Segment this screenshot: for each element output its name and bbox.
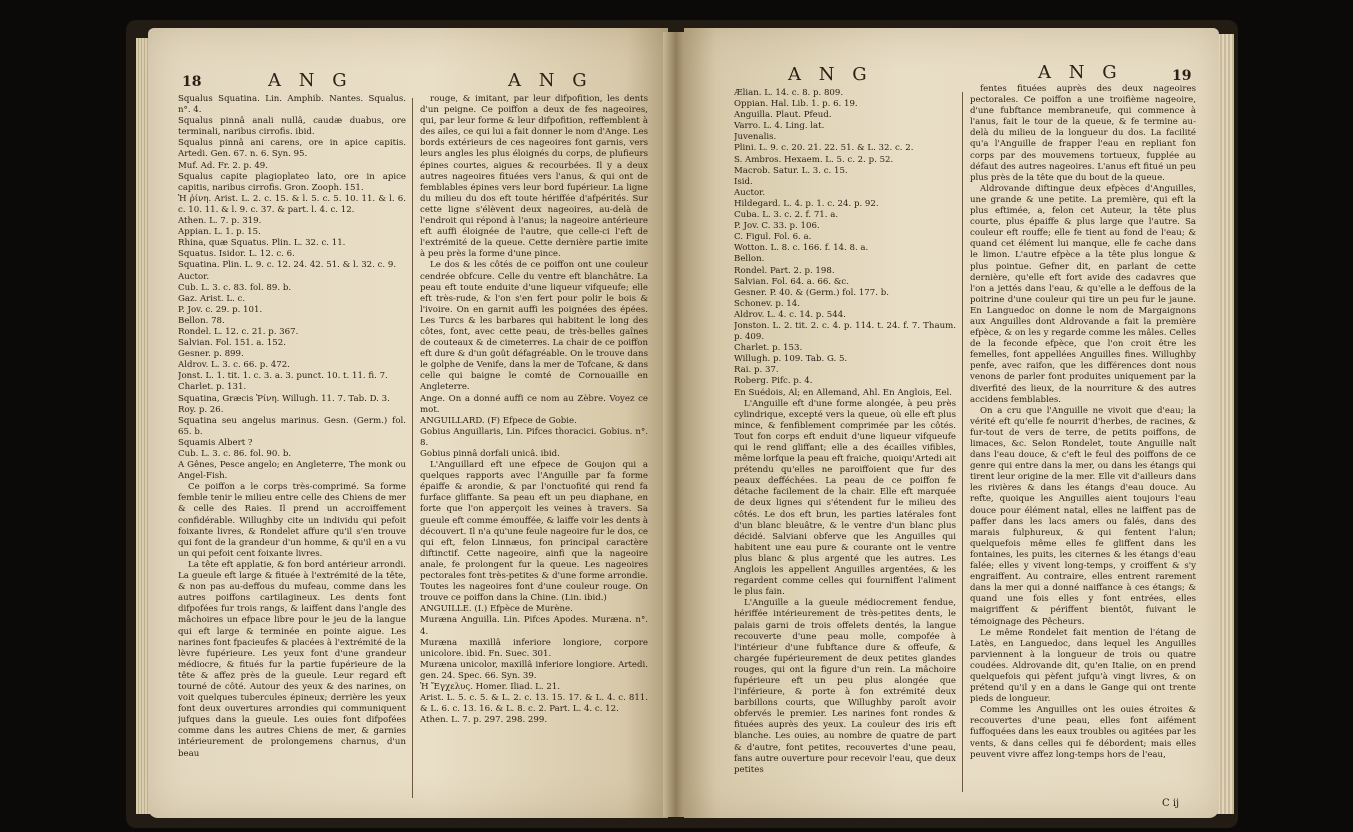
text-paragraph: Squatus. Isidor. L. 12. c. 6.: [178, 249, 295, 260]
text-paragraph: Ce poiffon a le corps très-comprimé. Sa forme femble tenir le milieu entre celle des Chiens de mer & celle des Raies. Il prend un accroiffement confidérable. Willughby cite un individu qui pefoit foixante livres, & Rondelet affure qu'il s'en trouve qui font de la grandeur d'un homme, & qu'il en a vu un qui pefoit cent foixante livres.: [178, 482, 406, 559]
text-paragraph: Muræna unicolor, maxillâ inferiore longiore. Artedi. gen. 24. Spec. 66. Syn. 39.: [420, 659, 648, 681]
text-paragraph: Comme les Anguilles ont les ouies étroites & recouvertes d'une peau, elles font aifément fuffoquées dans les eaux troubles ou agitées par les vents, & dans celles qui fe débordent; mais elles peuvent vivre affez long-temps hors de l'eau,: [970, 705, 1196, 760]
text-paragraph: Schonev. p. 14.: [734, 298, 800, 309]
text-paragraph: Salvian. Fol. 64. a. 66. &c.: [734, 276, 849, 287]
text-paragraph: Charlet. p. 153.: [734, 343, 803, 354]
text-paragraph: Auctor.: [178, 271, 210, 282]
text-paragraph: Jonston. L. 2. tit. 2. c. 4. p. 114. t. 24. f. 7. Thaum. p. 409.: [734, 320, 956, 343]
text-paragraph: Rondel. Part. 2. p. 198.: [734, 265, 835, 276]
text-paragraph: Isid.: [734, 176, 753, 187]
text-paragraph: Cub. L. 3. c. 83. fol. 89. b.: [178, 282, 292, 293]
text-paragraph: L'Anguille a la gueule médiocrement fendue, hériffée intérieurement de très-petites dents, le palais garni de trois offelets dentés, la langue recouverte d'une peau molle, compofée à l'intérieur d'une fubftance dure & offeufe, & chargée fupérieurement de deux petites glandes rouges, qui ont la figure d'un rein. La mâchoire fupérieure eft un peu plus alongée que l'inférieure, & porte à fon extrémité deux barbillons courts, que Willughby paroît avoir obfervés le premier. Les narines font rondes & fituées auprès des yeux. La couleur des iris eft blanche. Les ouies, au nombre de quatre de part & d'autre, font petites, recouvertes d'une peau, fans autre ouverture pour recevoir l'eau, que deux petites: [734, 598, 956, 775]
text-paragraph: Gobius pinnâ dorfali unicâ. ibid.: [420, 449, 560, 459]
text-paragraph: Aldrovande diftingue deux efpèces d'Anguilles, une grande & une petite. La première, qui eft la plus eftimée, a, felon cet Auteur, la tête plus courte, plus épaiffe & plus large que l'autre. Sa couleur eft rouffe; elle fe tient au fond de l'eau; & quand cet élément lui manque, elle fe cache dans le limon. L'autre efpèce a la tête plus longue & plus pointue. Gefner dit, en parlant de cette dernière, qu'elle eft fort avide des cadavres que l'on a jettés dans l'eau, & qu'elle a le deffous de la poitrine d'une couleur qui tire un peu fur le jaune. En Languedoc on donne le nom de Margaignons aux Anguilles dont Aldrovande a fait la première efpèce, & on les y regarde comme les mâles. Celles de la feconde efpèce, que l'on croit être les femelles, font appellées Anguilles fines. Willughby penfe, avec raifon, que les différences dont nous venons de parler font produites uniquement par la diverfité des lieux, de la nourriture & des autres accidens femblables.: [970, 183, 1196, 405]
text-paragraph: Rondel. L. 12. c. 21. p. 367.: [178, 326, 299, 337]
text-paragraph: Squamis Albert ?: [178, 437, 253, 448]
text-paragraph: Squatina seu angelus marinus. Gesn. (Germ.) fol. 65. b.: [178, 415, 406, 437]
column-divider: [962, 92, 963, 792]
text-paragraph: Auctor.: [734, 187, 766, 198]
text-paragraph: Squalus Squatina. Lin. Amphib. Nantes. Squalus. n°. 4.: [178, 94, 406, 116]
text-column-1: [178, 94, 406, 806]
text-paragraph: Squatina, Græcis Ῥίνη. Willugh. 11. 7. Tab. D. 3.: [178, 393, 390, 404]
right-page: [684, 28, 1219, 818]
text-paragraph: Macrob. Satur. L. 3. c. 15.: [734, 165, 848, 176]
left-page: [148, 28, 668, 818]
text-paragraph: A Gênes, Pesce angelo; en Angleterre, The monk ou Angel-Fish.: [178, 460, 406, 482]
text-paragraph: Hildegard. L. 4. p. 1. c. 24. p. 92.: [734, 198, 879, 209]
text-paragraph: C. Figul. Fol. 6. a.: [734, 232, 812, 243]
text-paragraph: S. Ambros. Hexaem. L. 5. c. 2. p. 52.: [734, 154, 894, 165]
text-paragraph: Gaz. Arist. L. c.: [178, 293, 246, 304]
text-paragraph: Bellon.: [734, 254, 765, 265]
text-paragraph: Charlet. p. 131.: [178, 382, 247, 393]
text-paragraph: Squalus pinnâ ani carens, ore in apice capitis. Artedi. Gen. 67. n. 6. Syn. 95.: [178, 138, 406, 160]
running-head: A N G: [508, 70, 593, 91]
text-paragraph: Varro. L. 4. Ling. lat.: [734, 121, 825, 132]
text-paragraph: Gobius Anguillaris, Lin. Pifces thoracici. Gobius. n°. 8.: [420, 426, 648, 448]
text-paragraph: La tête eft applatie, & fon bord antérieur arrondi. La gueule eft large & fituée à l'extrémité de la tête, & non pas au-deffous du mufeau, comme dans les autres poiffons cartilagineux. Les dents font difpofées fur trois rangs, & laiffent dans l'angle des mâchoires un efpace libre pour le jeu de la langue qui eft large & terminée en pointe aigue. Les narines font fpacieufes & placées à l'extrémité de la lèvre fupérieure. Les yeux font d'une grandeur médiocre, & fitués fur la partie fupérieure de la tête & affez près de la gueule. Leur regard eft tourné de côté. Autour des yeux & des narines, on voit quelques tubercules épineux; derrière les yeux font deux ouvertures arrondies qui communiquent jufques dans la gueule. Les ouies font difpofées comme dans les autres Chiens de mer, & garnies intérieurement de prolongemens charnus, d'un beau: [178, 559, 406, 759]
text-paragraph: Roy. p. 26.: [178, 404, 224, 415]
text-paragraph: Aldrov. L. 4. c. 14. p. 544.: [734, 309, 846, 320]
text-paragraph: Squalus capite plagioplateo lato, ore in apice capitis, naribus cirrofis. Gron. Zooph. 151.: [178, 171, 406, 193]
running-head: A N G: [268, 70, 353, 91]
text-paragraph: Rai. p. 37.: [734, 365, 779, 376]
text-paragraph: Athen. L. 7. p. 319.: [178, 216, 262, 227]
text-paragraph: Muræna maxillâ inferiore longiore, corpore unicolore. ibid. Fn. Suec. 301.: [420, 637, 648, 659]
text-paragraph: Salvian. Fol. 151. a. 152.: [178, 338, 286, 349]
text-paragraph: P. Jov. C. 33. p. 106.: [734, 221, 820, 232]
text-paragraph: Cuba. L. 3. c. 2. f. 71. a.: [734, 210, 839, 221]
text-paragraph: Wotton. L. 8. c. 166. f. 14. 8. a.: [734, 243, 869, 254]
text-paragraph: P. Jov. c. 29. p. 101.: [178, 304, 263, 315]
running-head: A N G: [788, 64, 873, 85]
text-paragraph: Arist. L. 5. c. 5. & L. 2. c. 13. 15. 17. & L. 4. c. 811. & L. 6. c. 13. 16. & L. 8. c. 2. Part. L. 4. c. 12.: [420, 693, 648, 715]
text-paragraph: Le dos & les côtés de ce poiffon ont une couleur cendrée obfcure. Celle du ventre eft blanchâtre. La peau eft toute enduite d'une liqueur vifqueufe; elle eft très-rude, & l'on s'en fert pour polir le bois & l'ivoire. On en garnit auffi les poignées des épées. Les Turcs & les barbares qui habitent le long des côtes, font, avec cette peau, de très-belles gaînes de couteaux & de cimeterres. La chair de ce poiffon eft dure & d'un goût défagréable. On le trouve dans le golphe de Venife, dans la mer de Tofcane, & dans celle qui baigne le comté de Cornouaille en Angleterre.: [420, 260, 648, 393]
signature-mark: C ij: [1162, 798, 1180, 809]
text-paragraph: Le même Rondelet fait mention de l'étang de Latès, en Languedoc, dans lequel les Anguilles parviennent à la longueur de trois ou quatre coudées. Aldrovande dit, qu'en Italie, on en prend quelquefois qui pèfent jufqu'à vingt livres, & on prétend qu'il y en a dans le Gange qui ont trente pieds de longueur.: [970, 627, 1196, 705]
text-paragraph: Roberg. Pifc. p. 4.: [734, 376, 813, 387]
text-paragraph: Ange. On a donné auffi ce nom au Zèbre. Voyez ce mot.: [420, 393, 648, 415]
text-paragraph: Bellon. 78.: [178, 315, 225, 326]
text-paragraph: Gesner. p. 899.: [178, 349, 244, 360]
text-paragraph: Squatina. Plin. L. 9. c. 12. 24. 42. 51. & l. 32. c. 9.: [178, 260, 397, 271]
text-paragraph: Plini. L. 9. c. 20. 21. 22. 51. & L. 32. c. 2.: [734, 143, 914, 154]
text-paragraph: Ælian. L. 14. c. 8. p. 809.: [734, 88, 844, 98]
text-paragraph: Oppian. Hal. Lib. 1. p. 6. 19.: [734, 99, 858, 110]
text-paragraph: Muræna Anguilla. Lin. Pifces Apodes. Muræna. n°. 4.: [420, 615, 648, 637]
text-paragraph: L'Anguille eft d'une forme alongée, à peu près cylindrique, excepté vers la queue, où elle eft plus mince, & fenfiblement comprimée par les côtés. Tout fon corps eft enduit d'une liqueur vifqueufe qui le rend gliffant; elle a des écailles vifibles, même lorfque la peau eft fraiche, quoiqu'Artedi ait prétendu qu'elles ne paroiffoient que fur des peaux defféchées. La peau de ce poiffon fe détache facilement de la chair. Elle eft marquée de deux lignes qui s'étendent fur le milieu des côtés. Le dos eft brun, les parties latérales font d'un blanc bleuâtre, & le ventre d'un blanc plus décidé. Salviani obferve que les Anguilles qui habitent une eau pure & courante ont le ventre plus blanc & plus argenté que les autres. Les Anglois les appellent Anguilles argentées, & les regardent comme celles qui fourniffent l'aliment le plus fain.: [734, 398, 956, 598]
text-paragraph: On a cru que l'Anguille ne vivoit que d'eau; la vérité eft qu'elle fe nourrit d'herbes, de racines, & fur-tout de vers de terre, de petits poiffons, de limaces, &c. Selon Rondelet, toute Anguille naît dans l'eau douce, & c'eft le feul des poiffons de ce genre qui entre dans la mer, ou dans les étangs qui tirent leur origine de la mer. Elle vit d'ailleurs dans les rivières & dans les étangs d'eau douce. Au refte, quoique les Anguilles aient toujours l'eau douce pour élément natal, elles ne laiffent pas de paffer dans les lacs amers ou falés, dans des marais fulphureux, & qui fentent l'alun; quelquefois même elles fe gliffent dans les fontaines, les puits, les citernes & les étangs d'eau falée; elles y vivent long-temps, y croiffent & s'y engraiffent. Au contraire, elles entrent rarement dans la mer qui a donné naiffance à ces étangs; & quand une fois elles y font entrées, elles maigriffent & périffent bientôt, fuivant le témoignage des Pêcheurs.: [970, 405, 1196, 627]
text-column-2: [420, 94, 648, 806]
text-paragraph: Muf. Ad. Fr. 2. p. 49.: [178, 160, 268, 171]
text-paragraph: Jonst. L. 1. tit. 1. c. 3. a. 3. punct. 10. t. 11. fi. 7.: [178, 371, 388, 382]
page-number: 19: [1172, 68, 1192, 84]
text-paragraph: ANGUILLE. (I.) Efpèce de Murène.: [420, 604, 573, 615]
text-paragraph: En Suédois, Al; en Allemand, Ahl. En Anglois, Eel.: [734, 387, 952, 398]
text-paragraph: Appian. L. 1. p. 15.: [178, 227, 261, 238]
column-divider: [412, 98, 413, 798]
text-paragraph: Willugh. p. 109. Tab. G. 5.: [734, 354, 848, 365]
text-paragraph: Squalus pinnâ anali nullâ, caudæ duabus, ore terminali, naribus cirrofis. ibid.: [178, 116, 406, 138]
text-paragraph: Cub. L. 3. c. 86. fol. 90. b.: [178, 449, 292, 459]
text-paragraph: Juvenalis.: [734, 132, 777, 143]
book-spread: [8, 2, 1345, 830]
text-paragraph: Aldrov. L. 3. c. 66. p. 472.: [178, 360, 290, 371]
text-paragraph: fentes fituées auprès des deux nageoires pectorales. Ce poiffon a une troifième nageoire, d'une fubftance membraneufe, qui commence à l'anus, fait le tour de la queue, & fe termine au-delà du milieu de la longueur du dos. La facilité qu'a l'Anguille de frapper l'eau en repliant fon corps par des mouvemens tortueux, fupplée au défaut des autres nageoires. L'anus eft fitué un peu plus près de la tête que du bout de la queue.: [970, 84, 1196, 183]
running-head: A N G: [1038, 62, 1123, 83]
text-paragraph: Anguilla. Plaut. Pfeud.: [734, 110, 832, 121]
text-paragraph: L'Anguillard eft une efpece de Goujon qui a quelques rapports avec l'Anguille par fa forme épaiffe & arondie, & par l'onctuofité qui rend fa furface gliffante. Sa peau eft un peu diaphane, en forte que l'on apperçoit les veines à travers. Sa gueule eft comme émouffée, & laiffe voir les dents à découvert. Il n'a qu'une feule nageoire fur le dos, ce qui eft, felon Linnæus, fon principal caractère diftinctif. Cette nageoire, ainfi que la nageoire anale, fe prolongent fur la queue. Les nageoires pectorales font très-petites & d'une forme arrondie. Toutes les nageoires font d'une couleur rouge. On trouve ce poiffon dans la Chine. (Lin. ibid.): [420, 460, 648, 604]
text-paragraph: ANGUILLARD. (F) Efpece de Gobie.: [420, 415, 577, 426]
text-column-2: [970, 84, 1196, 796]
text-paragraph: Rhina, quæ Squatus. Plin. L. 32. c. 11.: [178, 238, 346, 249]
text-column-1: [734, 88, 956, 804]
text-paragraph: Athen. L. 7. p. 297. 298. 299.: [420, 715, 548, 726]
text-paragraph: rouge, & imitant, par leur difpofition, les dents d'un peigne. Ce poiffon a deux de fes nageoires, qui, par leur forme & leur difpofition, reffemblent à des ailes, ce qui lui a fait donner le nom d'Ange. Les bords extérieurs de ces nageoires font garnis, vers leurs angles les plus éloignés du corps, de plufieurs épines courtes, aigues & recourbées. Il y a deux autres nageoires fituées vers l'anus, & qui ont de femblables épines vers leur bord fupérieur. La ligne du milieu du dos eft toute hériffée d'afpérités. Sur cette ligne s'élèvent deux nageoires, au-delà de l'endroit qui répond à l'anus; la nageoire antérieure eft auffi éloignée de l'autre, que celle-ci l'eft de l'extrémité de la queue. Cette dernière partie imite à peu près la forme d'une pince.: [420, 94, 648, 260]
page-number: 18: [182, 74, 202, 90]
text-paragraph: Ἡ ῥίνη. Arist. L. 2. c. 15. & l. 5. c. 5. 10. 11. & l. 6. c. 10. 11. & l. 9. c. 37. & part. l. 4. c. 12.: [178, 193, 406, 215]
text-paragraph: Ἡ Ἔγχελυς. Homer. Iliad. L. 21.: [420, 681, 561, 692]
text-paragraph: Gesner. P. 40. & (Germ.) fol. 177. b.: [734, 287, 889, 298]
